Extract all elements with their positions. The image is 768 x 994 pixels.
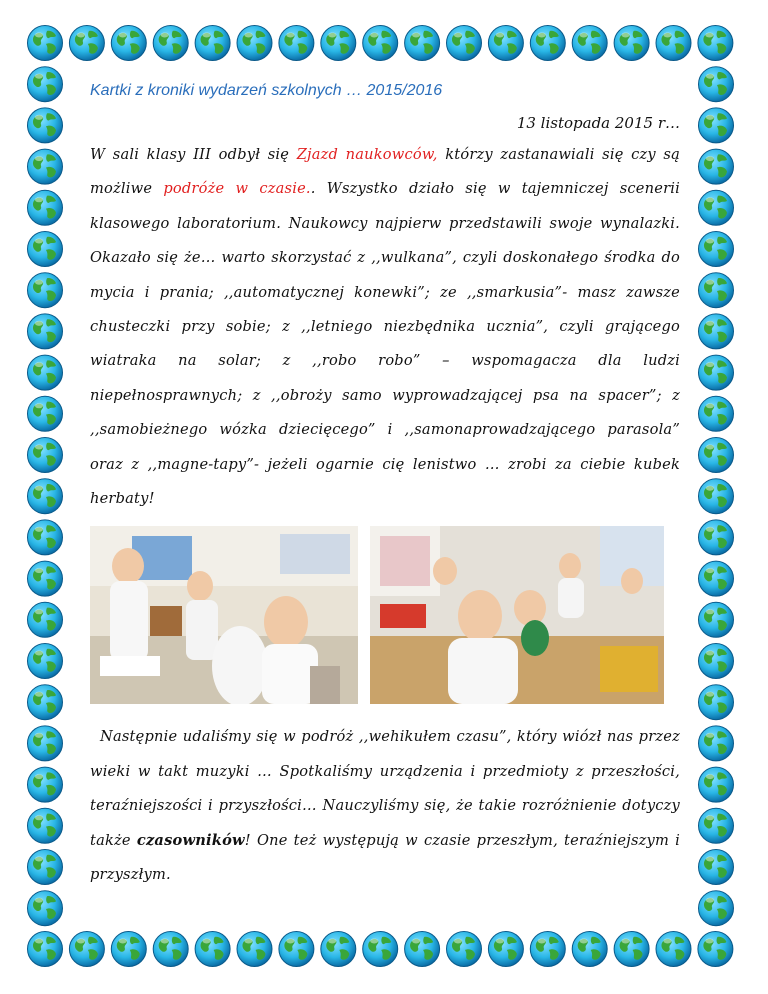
globe-icon: [153, 932, 188, 967]
globe-icon: [28, 644, 63, 679]
globe-icon: [28, 149, 63, 184]
globe-icon: [699, 314, 734, 349]
paragraph-1-part3: . Wszystko działo się w tajemniczej scenerii klasowego laboratorium. Naukowcy najpierw przedstawili swoje wynalazki. Okazało się że… warto skorzystać z ,,wulkana”, czyli doskonałego środka do mycia i prania; ,,automatycznej konewki”; ze ,,smarkusia”- masz zawsze chusteczki przy sobie; z ,,letniego niezbędnika ucznia”, czyli grającego wiatraka na solar; z ,,robo robo” – wspomagacza dla ludzi niepełnosprawnych; z ,,obroży samo wyprowadzającej psa na spacer”; z ,,samobieżnego wózka dziecięcego” i ,,samonaprowadzającego parasola” oraz z ,,magne-tapy”- jeżeli ogarnie cię lenistwo … zrobi za ciebie kubek herbaty!: [90, 180, 680, 508]
globe-icon: [69, 26, 104, 61]
globe-icon: [699, 190, 734, 225]
globe-icon: [699, 108, 734, 143]
globe-icon: [699, 149, 734, 184]
globe-icon: [488, 932, 523, 967]
globe-icon: [321, 26, 356, 61]
globe-icon: [698, 932, 733, 967]
globe-icon: [698, 26, 733, 61]
chronicle-header: Kartki z kroniki wydarzeń szkolnych … 2015/2016: [90, 82, 443, 99]
globe-icon: [699, 561, 734, 596]
globe-icon: [363, 932, 398, 967]
globe-icon: [699, 479, 734, 514]
globe-icon: [279, 932, 314, 967]
globe-icon: [28, 932, 63, 967]
globe-icon: [405, 932, 440, 967]
globe-icon: [656, 932, 691, 967]
globe-icon: [237, 932, 272, 967]
paragraph-1: [90, 138, 680, 516]
globe-icon: [28, 438, 63, 473]
globe-icon: [28, 602, 63, 637]
globe-icon: [656, 26, 691, 61]
globe-icon: [28, 479, 63, 514]
globe-icon: [28, 767, 63, 802]
globe-icon: [699, 520, 734, 555]
globe-icon: [28, 26, 63, 61]
globe-icon: [28, 891, 63, 926]
globe-icon: [279, 26, 314, 61]
highlight-time-travel: podróże w czasie.: [163, 180, 311, 198]
globe-icon: [699, 355, 734, 390]
globe-icon: [69, 932, 104, 967]
classroom-photo-left: [90, 526, 358, 704]
globe-icon: [530, 26, 565, 61]
globe-icon: [699, 726, 734, 761]
globe-icon: [28, 232, 63, 267]
globe-icon: [699, 685, 734, 720]
globe-icon: [699, 67, 734, 102]
globe-icon: [447, 26, 482, 61]
chronicle-page: [90, 82, 680, 893]
globe-icon: [111, 26, 146, 61]
globe-icon: [237, 26, 272, 61]
globe-icon: [699, 396, 734, 431]
globe-icon: [572, 26, 607, 61]
globe-icon: [699, 850, 734, 885]
highlight-scientists-congress: Zjazd naukowców,: [296, 146, 438, 163]
globe-icon: [405, 26, 440, 61]
globe-icon: [28, 808, 63, 843]
globe-icon: [699, 273, 734, 308]
globe-icon: [28, 726, 63, 761]
globe-icon: [572, 932, 607, 967]
globe-icon: [28, 355, 63, 390]
paragraph-2-part2: ! One też występują w czasie przeszłym, teraźniejszym i przyszłym.: [90, 831, 680, 884]
globe-icon: [699, 891, 734, 926]
globe-icon: [699, 808, 734, 843]
globe-icon: [488, 26, 523, 61]
globe-icon: [447, 932, 482, 967]
globe-icon: [28, 314, 63, 349]
globe-icon: [28, 67, 63, 102]
globe-icon: [28, 685, 63, 720]
globe-icon: [699, 767, 734, 802]
globe-icon: [28, 190, 63, 225]
photo-row: [90, 526, 680, 706]
paragraph-1-part2: którzy zastanawiali się czy są możliwe: [90, 146, 680, 198]
globe-icon: [699, 644, 734, 679]
globe-icon: [195, 932, 230, 967]
classroom-photo-right: [370, 526, 664, 704]
globe-icon: [195, 26, 230, 61]
globe-icon: [321, 932, 356, 967]
globe-icon: [28, 850, 63, 885]
globe-icon: [153, 26, 188, 61]
globe-icon: [699, 438, 734, 473]
globe-icon: [699, 232, 734, 267]
globe-icon: [28, 520, 63, 555]
paragraph-2-part1: Następnie udaliśmy się w podróż ,,wehikułem czasu”, który wiózł nas przez wieki w takt muzyki … Spotkaliśmy urządzenia i przedmioty z przeszłości, teraźniejszości i przyszłości… Nauczyliśmy się, że takie rozróżnienie dotyczy także: [90, 728, 680, 849]
globe-icon: [530, 932, 565, 967]
globe-icon: [28, 273, 63, 308]
globe-icon: [111, 932, 146, 967]
globe-icon: [614, 932, 649, 967]
globe-icon: [28, 396, 63, 431]
globe-icon: [363, 26, 398, 61]
globe-icon: [28, 561, 63, 596]
paragraph-1-part1: W sali klasy III odbył się: [90, 146, 297, 163]
globe-icon: [699, 602, 734, 637]
globe-icon: [28, 108, 63, 143]
highlight-verbs: czasowników: [136, 831, 245, 849]
paragraph-2: [90, 720, 680, 892]
globe-icon: [614, 26, 649, 61]
entry-date: 13 listopada 2015 r…: [516, 114, 680, 132]
